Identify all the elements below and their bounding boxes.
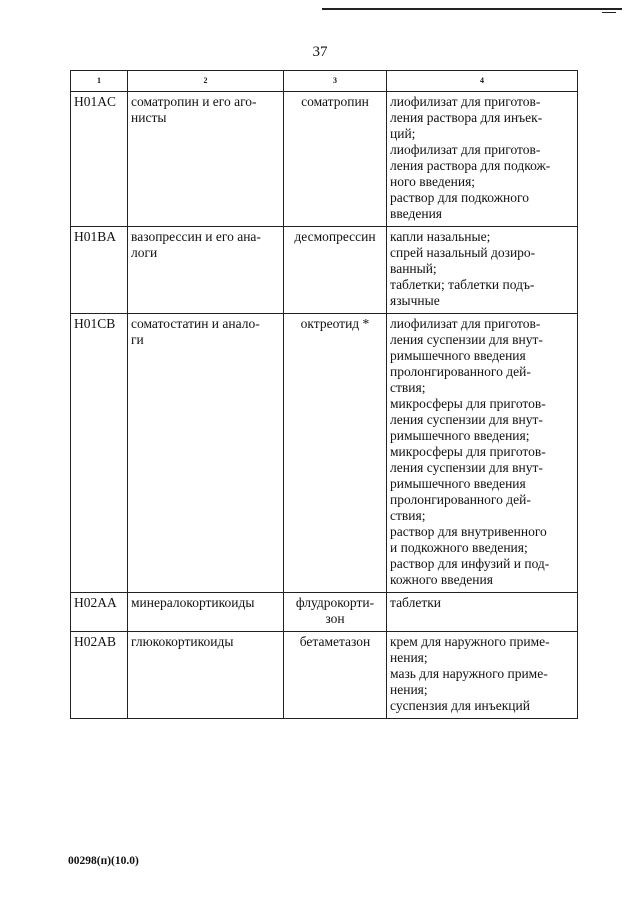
header-row xyxy=(71,71,578,92)
page-number: 37 xyxy=(312,44,328,60)
column-header-3: 3 xyxy=(284,71,387,92)
atc-code-cell: H01AC xyxy=(71,92,128,227)
column-header-2: 2 xyxy=(128,71,284,92)
group-cell: соматропин и его аго- нисты xyxy=(128,92,284,227)
group-cell: глюкокортикоиды xyxy=(128,632,284,719)
table-row xyxy=(71,92,578,227)
dosage-forms-cell: таблетки xyxy=(387,593,578,632)
inn-cell: бетаметазон xyxy=(284,632,387,719)
inn-cell: октреотид * xyxy=(284,314,387,593)
dosage-forms-cell: крем для наружного приме- нения; мазь для наружного приме- нения; суспензия для инъекций xyxy=(387,632,578,719)
drug-table xyxy=(70,70,578,719)
table-row xyxy=(71,314,578,593)
atc-code-cell: H02AA xyxy=(71,593,128,632)
atc-code-cell: H01BA xyxy=(71,227,128,314)
document-code: 00298(п)(10.0) xyxy=(68,855,139,867)
atc-code-cell: H02AB xyxy=(71,632,128,719)
group-cell: соматостатин и анало- ги xyxy=(128,314,284,593)
dosage-forms-cell: лиофилизат для приготов- ления суспензии для внут- римышечного введения пролонгированного дей- ствия; микросферы для приготов- ления суспензии для внут- римышечного введения; микросферы для приготов- ления суспензии для внут- римышечного введения пролонгированного дей- ствия; раствор для внутривенного и подкожного введения; раствор для инфузий и под- кожного введения xyxy=(387,314,578,593)
table-row xyxy=(71,632,578,719)
group-cell: минералокортикоиды xyxy=(128,593,284,632)
dosage-forms-cell: капли назальные; спрей назальный дозиро- ванный; таблетки; таблетки подъ- язычные xyxy=(387,227,578,314)
atc-code-cell: H01CB xyxy=(71,314,128,593)
column-header-4: 4 xyxy=(387,71,578,92)
table-row xyxy=(71,227,578,314)
column-header-1: 1 xyxy=(71,71,128,92)
header-rule-mark xyxy=(602,12,616,13)
table-row xyxy=(71,593,578,632)
dosage-forms-cell: лиофилизат для приготов- ления раствора для инъек- ций; лиофилизат для приготов- ления раствора для подкож- ного введения; раствор для подкожного введения xyxy=(387,92,578,227)
group-cell: вазопрессин и его ана- логи xyxy=(128,227,284,314)
header-rule xyxy=(322,8,622,10)
inn-cell: флудрокорти- зон xyxy=(284,593,387,632)
inn-cell: соматропин xyxy=(284,92,387,227)
inn-cell: десмопрессин xyxy=(284,227,387,314)
